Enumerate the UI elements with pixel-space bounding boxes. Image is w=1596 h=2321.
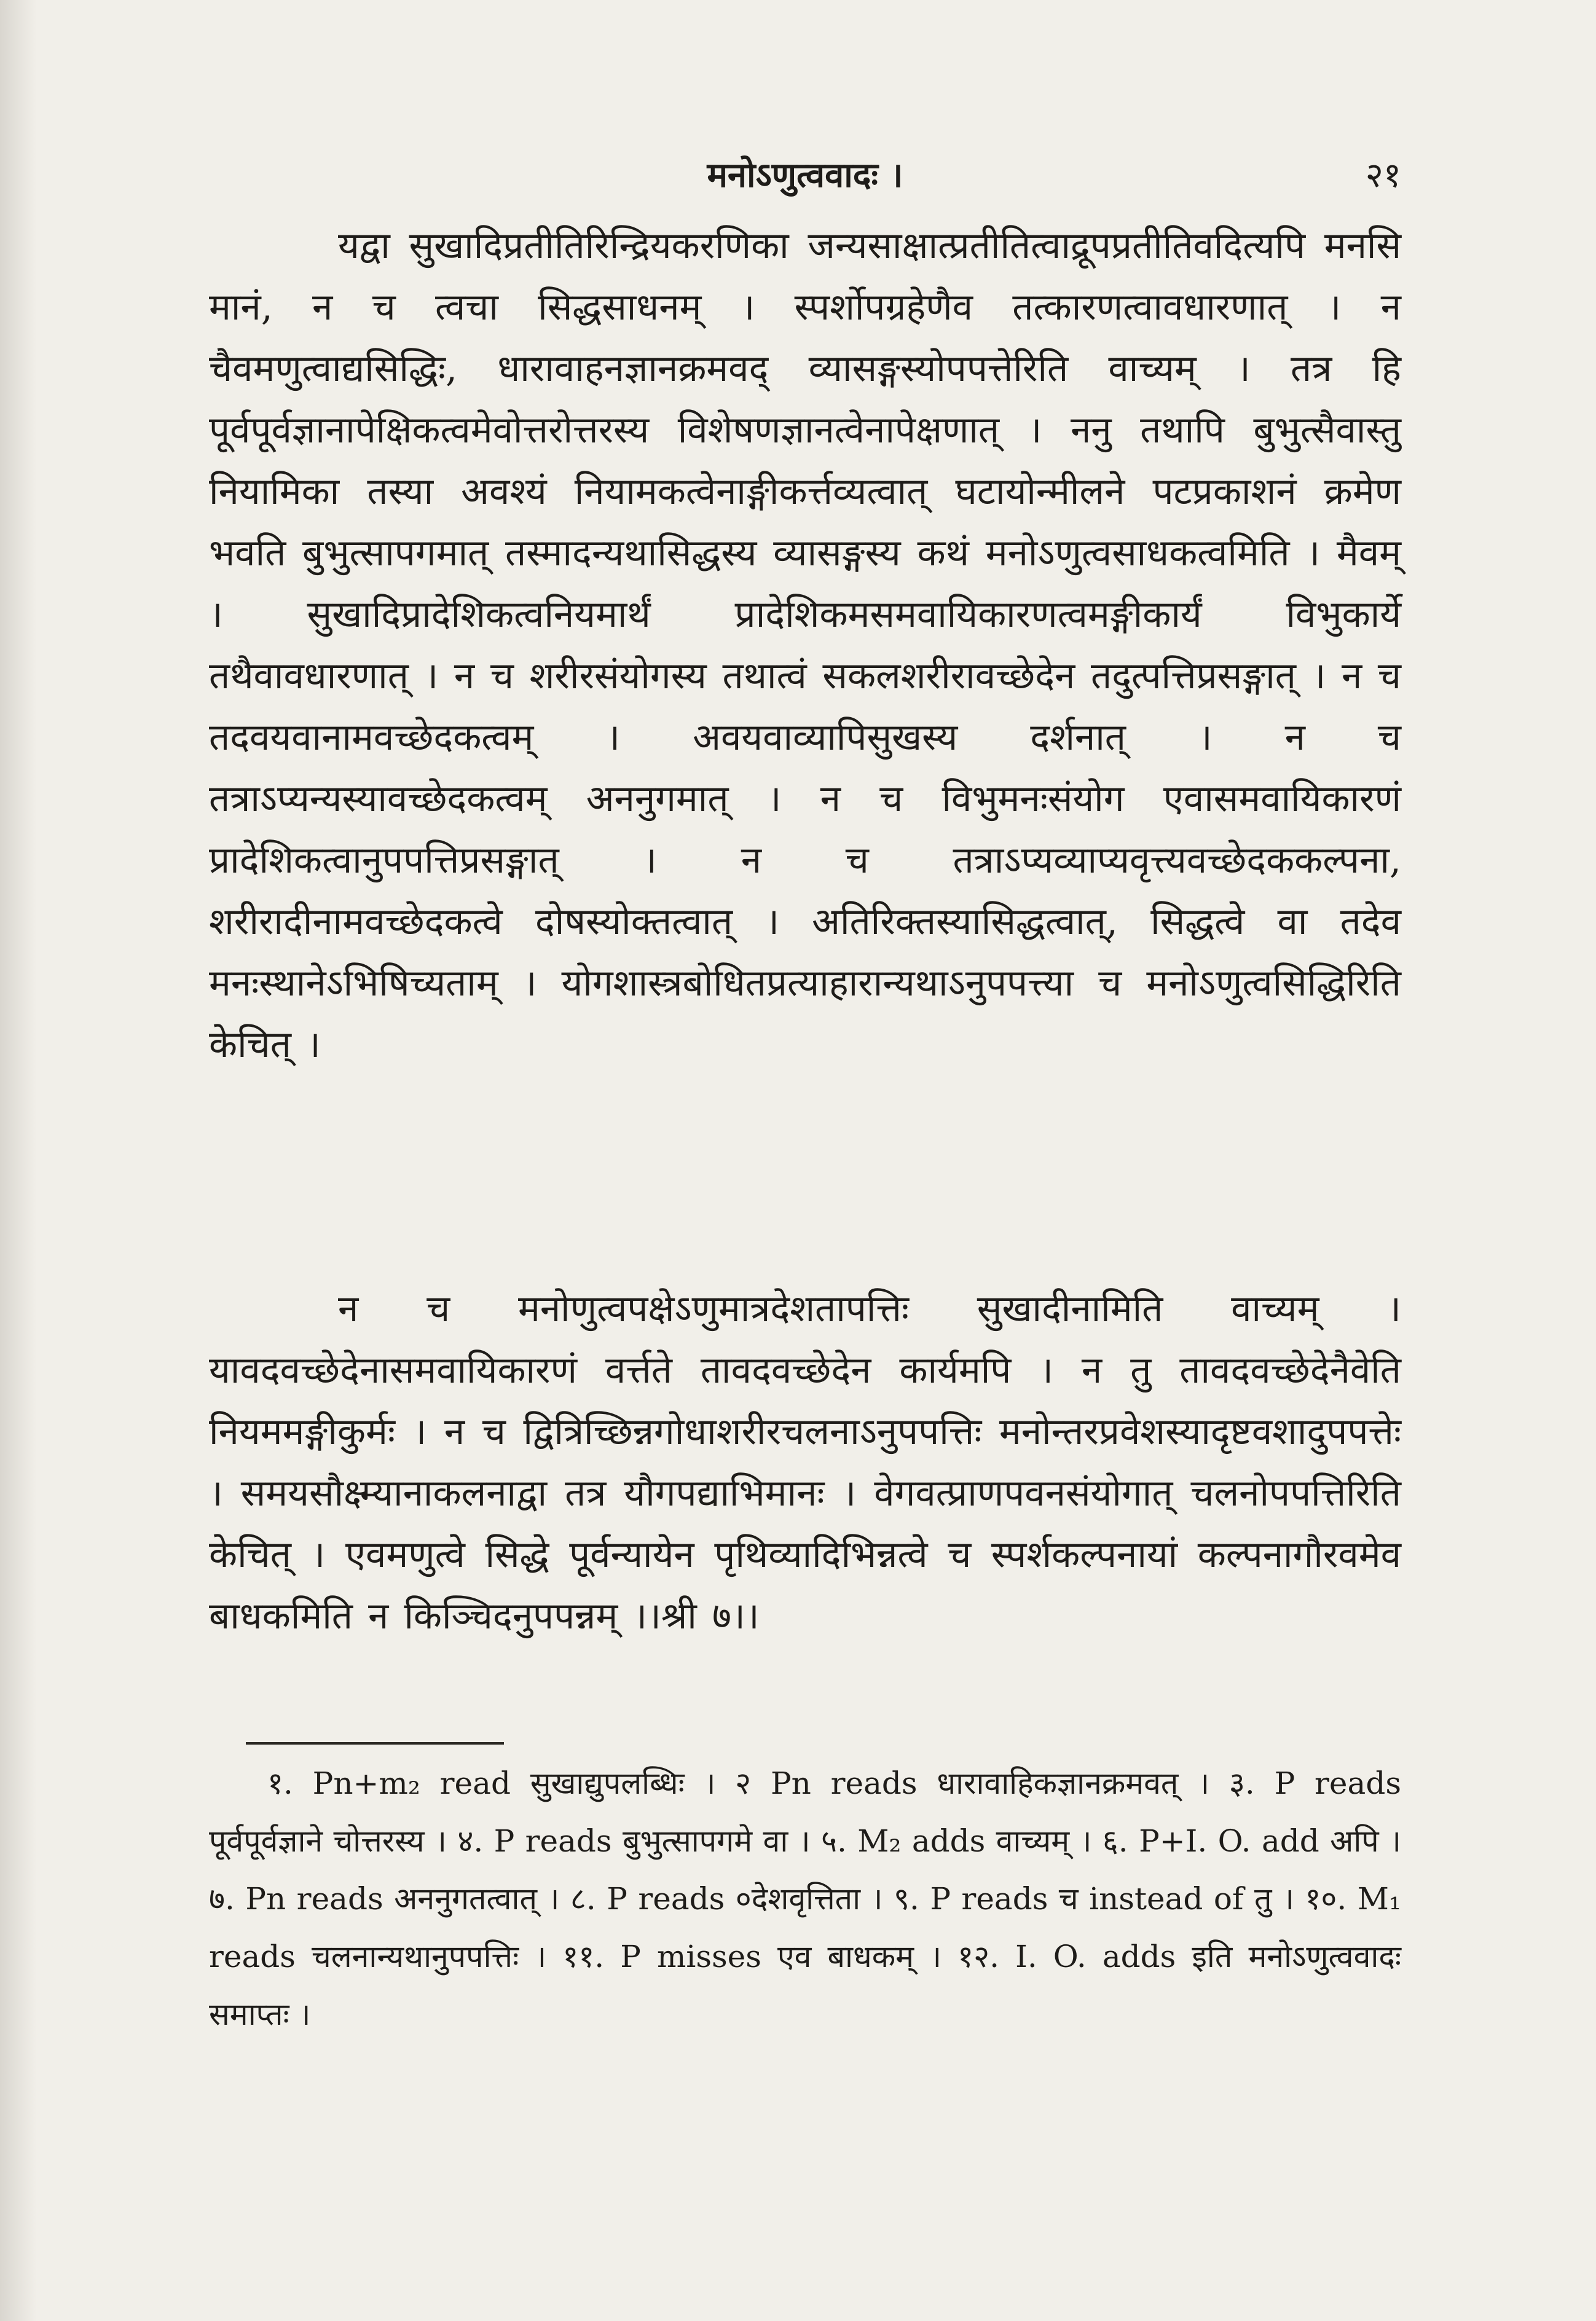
footnotes: १. Pn+m₂ read सुखाद्युपलब्धिः । २ Pn reads धारावाहिकज्ञानक्रमवत् । ३. P reads पूर्वपूर्वज्ञाने चोत्तरस्य । ४. P reads बुभुत्सापगमे वा । ५. M₂ adds वाच्यम् । ६. P+I. O. add अपि । ७. Pn reads अननुगतत्वात् । ८. P reads ०देशवृत्तिता । ९. P reads च instead of तु । १०. M₁ reads चलनान्यथानुपपत्तिः । ११. P misses एव बाधकम् । १२. I. O. adds इति मनोऽणुत्ववादः समाप्तः । [209, 1765, 1401, 2032]
page-header [209, 144, 1401, 200]
page-edge-shadow [0, 0, 37, 2321]
footnote-rule [246, 1742, 504, 1745]
body-paragraph-2: न च मनोणुत्वपक्षेऽणुमात्रदेशतापत्तिः सुखादीनामिति वाच्यम् । यावदवच्छेदेनासमवायिकारणं वर्त्तते तावदवच्छेदेन कार्यमपि । न तु तावदवच्छेदेनैवेति नियममङ्गीकुर्मः । न च द्वित्रिच्छिन्नगोधाशरीरचलनाऽनुपपत्तिः मनोन्तरप्रवेशस्यादृष्टवशादुपपत्तेः । समयसौक्ष्म्यानाकलनाद्वा तत्र यौगपद्याभिमानः । वेगवत्प्राणपवनसंयोगात् चलनोपपत्तिरिति केचित् । एवमणुत्वे सिद्धे पूर्वन्यायेन पृथिव्यादिभिन्नत्वे च स्पर्शकल्पनायां कल्पनागौरवमेव बाधकमिति न किञ्चिदनुपपन्नम् ।।श्री ७।। [209, 1287, 1401, 1638]
running-title: मनोऽणुत्ववादः । [707, 155, 903, 195]
body-paragraph-1: यद्वा सुखादिप्रतीतिरिन्द्रियकरणिका जन्यसाक्षात्प्रतीतित्वाद्रूपप्रतीतिवदित्यपि मनसि मानं, न च त्वचा सिद्धसाधनम् । स्पर्शोपग्रहेणैव तत्कारणत्वावधारणात् । न चैवमणुत्वाद्यसिद्धिः, धारावाहनज्ञानक्रमवद् व्यासङ्गस्योपपत्तेरिति वाच्यम् । तत्र हि पूर्वपूर्वज्ञानापेक्षिकत्वमेवोत्तरोत्तरस्य विशेषणज्ञानत्वेनापेक्षणात् । ननु तथापि बुभुत्सैवास्तु नियामिका तस्या अवश्यं नियामकत्वेनाङ्गीकर्त्तव्यत्वात् घटायोन्मीलने पटप्रकाशनं क्रमेण भवति बुभुत्सापगमात् तस्मादन्यथासिद्धस्य व्यासङ्गस्य कथं मनोऽणुत्वसाधकत्वमिति । मैवम् । सुखादिप्रादेशिकत्वनियमार्थं प्रादेशिकमसमवायिकारणत्वमङ्गीकार्यं विभुकार्ये तथैवावधारणात् । न च शरीरसंयोगस्य तथात्वं सकलशरीरावच्छेदेन तदुत्पत्तिप्रसङ्गात् । न च तदवयवानामवच्छेदकत्वम् । अवयवाव्यापिसुखस्य दर्शनात् । न च तत्राऽप्यन्यस्यावच्छेदकत्वम् अननुगमात् । न च विभुमनःसंयोग एवासमवायिकारणं प्रादेशिकत्वानुपपत्तिप्रसङ्गात् । न च तत्राऽप्यव्याप्यवृत्त्यवच्छेदककल्पना, शरीरादीनामवच्छेदकत्वे दोषस्योक्तत्वात् । अतिरिक्तस्यासिद्धत्वात्, सिद्धत्वे वा तदेव मनःस्थानेऽभिषिच्यताम् । योगशास्त्रबोधितप्रत्याहारान्यथाऽनुपपत्त्या च मनोऽणुत्वसिद्धिरिति केचित् । [209, 224, 1401, 1066]
page-number: २१ [1365, 155, 1401, 195]
